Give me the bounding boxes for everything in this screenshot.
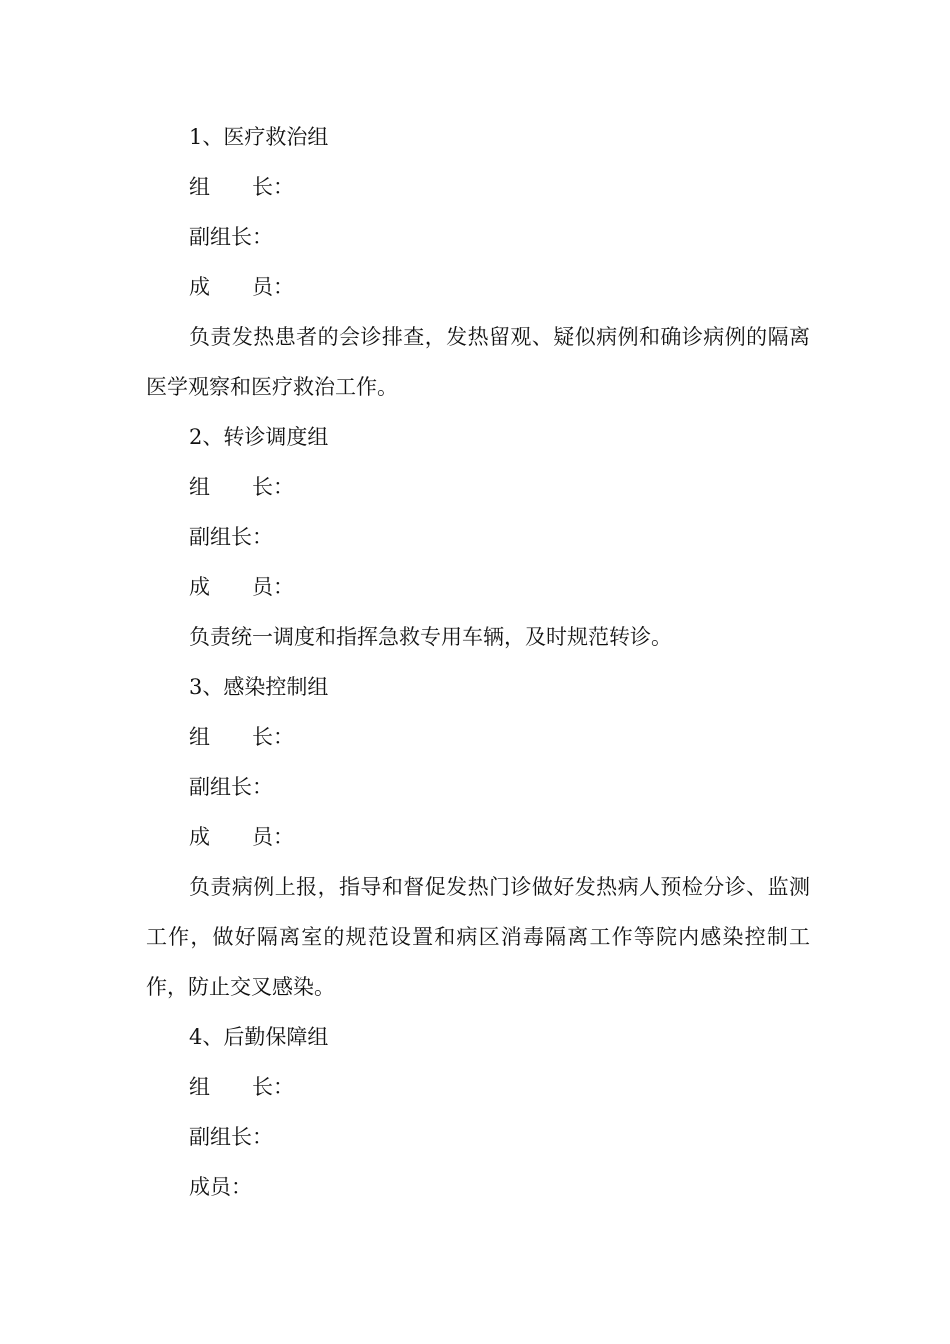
duty-paragraph: 负责统一调度和指挥急救专用车辆，及时规范转诊。 [189,625,672,649]
deputy-leader-line: 副组长： [189,525,273,549]
members-line: 成 员： [189,275,294,299]
section-heading: 1、医疗救治组 [189,125,329,149]
duty-paragraph: 负责发热患者的会诊排查，发热留观、疑似病例和确诊病例的隔离医学观察和医疗救治工作。 [146,325,810,399]
deputy-leader-line: 副组长： [189,225,273,249]
deputy-leader-line: 副组长： [189,1125,273,1149]
members-line: 成 员： [189,825,294,849]
leader-line: 组 长： [189,475,294,499]
members-line: 成员： [189,1175,252,1199]
duty-paragraph: 负责病例上报，指导和督促发热门诊做好发热病人预检分诊、监测工作，做好隔离室的规范设置和病区消毒隔离工作等院内感染控制工作，防止交叉感染。 [146,875,810,999]
section-heading: 4、后勤保障组 [189,1025,329,1049]
deputy-leader-line: 副组长： [189,775,273,799]
section-heading: 2、转诊调度组 [189,425,329,449]
leader-line: 组 长： [189,175,294,199]
leader-line: 组 长： [189,1075,294,1099]
document-body [146,112,810,1212]
members-line: 成 员： [189,575,294,599]
leader-line: 组 长： [189,725,294,749]
section-heading: 3、感染控制组 [189,675,329,699]
